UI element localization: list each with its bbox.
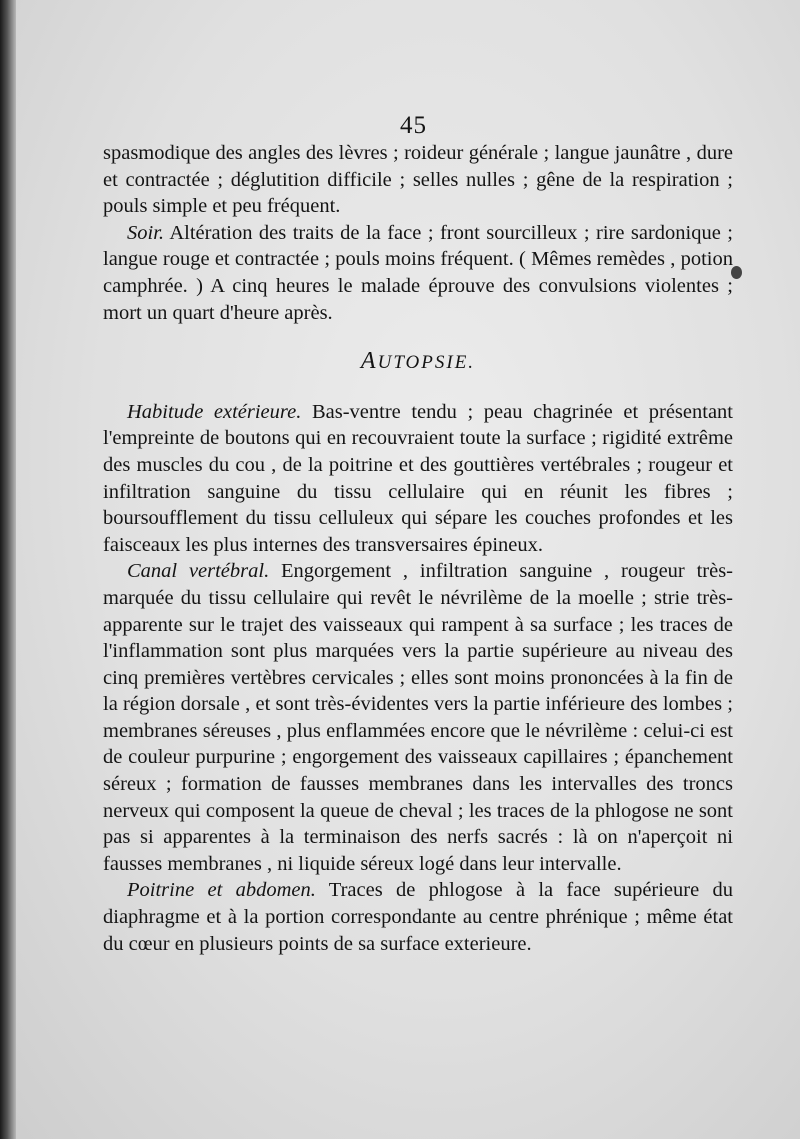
- paragraph-poitrine: [103, 877, 733, 957]
- heading-initial: A: [360, 348, 378, 375]
- poitrine-text: Traces de phlogose à la face supérieure du diaphragme et à la portion correspondante au centre phrénique ; même état du cœur en plusieurs points de sa surface exterieure.: [103, 879, 734, 955]
- paragraph-habitude: [103, 399, 733, 559]
- section-heading-autopsie: [103, 348, 733, 377]
- paragraph-continuation: spasmodique des angles des lèvres ; roideur générale ; langue jaunâtre , dure et contractée ; déglutition difficile ; selles nulles ; gêne de la respiration ; pouls simple et peu fréquent.: [103, 142, 733, 218]
- page-number: 45: [400, 112, 427, 139]
- book-spine-shadow: [0, 0, 16, 1139]
- habitude-label: Habitude extérieure.: [127, 400, 302, 423]
- canal-text: Engorgement , infiltration sanguine , rougeur très-marquée du tissu cellulaire qui revêt le névrilème de la moelle ; strie très-apparente sur le trajet des vaisseaux qui rampent à sa surface ; les traces de l'inflammation sont plus marquées vers la partie supérieure au niveau des cinq premières vertèbres cervicales ; elles sont moins prononcées à la fin de la région dorsale , et sont très-évidentes vers la partie inférieure des lombes ; membranes séreuses , plus enflammées encore que le névrilème : celui-ci est de couleur purpurine ; engorgement des vaisseaux capillaires ; épanchement séreux ; formation de fausses membranes dans les intervalles des troncs nerveux qui composent la queue de cheval ; les traces de la phlogose ne sont pas si apparentes à la terminaison des nerfs sacrés : là on n'aperçoit ni fausses membranes , ni liquide séreux logé dans leur intervalle.: [103, 560, 734, 875]
- poitrine-label: Poitrine et abdomen.: [127, 879, 316, 902]
- canal-label: Canal vertébral.: [127, 560, 270, 583]
- soir-label: Soir.: [127, 221, 165, 244]
- habitude-text: Bas-ventre tendu ; peau chagrinée et présentant l'empreinte de boutons qui en recouvraient toute la surface ; rigidité extrême des muscles du cou , de la poitrine et des gouttières vertébrales ; rougeur et infiltration sanguine du tissu cellulaire qui en réunit les fibres ; boursoufflement du tissu celluleux qui sépare les couches profondes et les faisceaux les plus internes des transversaires épineux.: [103, 400, 733, 556]
- paragraph-canal: [103, 558, 733, 877]
- heading-rest: UTOPSIE.: [377, 352, 476, 374]
- body-text: [103, 140, 733, 957]
- paragraph-soir: [103, 220, 733, 326]
- soir-text: Altération des traits de la face ; front sourcilleux ; rire sardonique ; langue rouge et contractée ; pouls moins fréquent. ( Mêmes remèdes , potion camphrée. ) A cinq heures le malade éprouve des convulsions violentes ; mort un quart d'heure après.: [103, 221, 733, 324]
